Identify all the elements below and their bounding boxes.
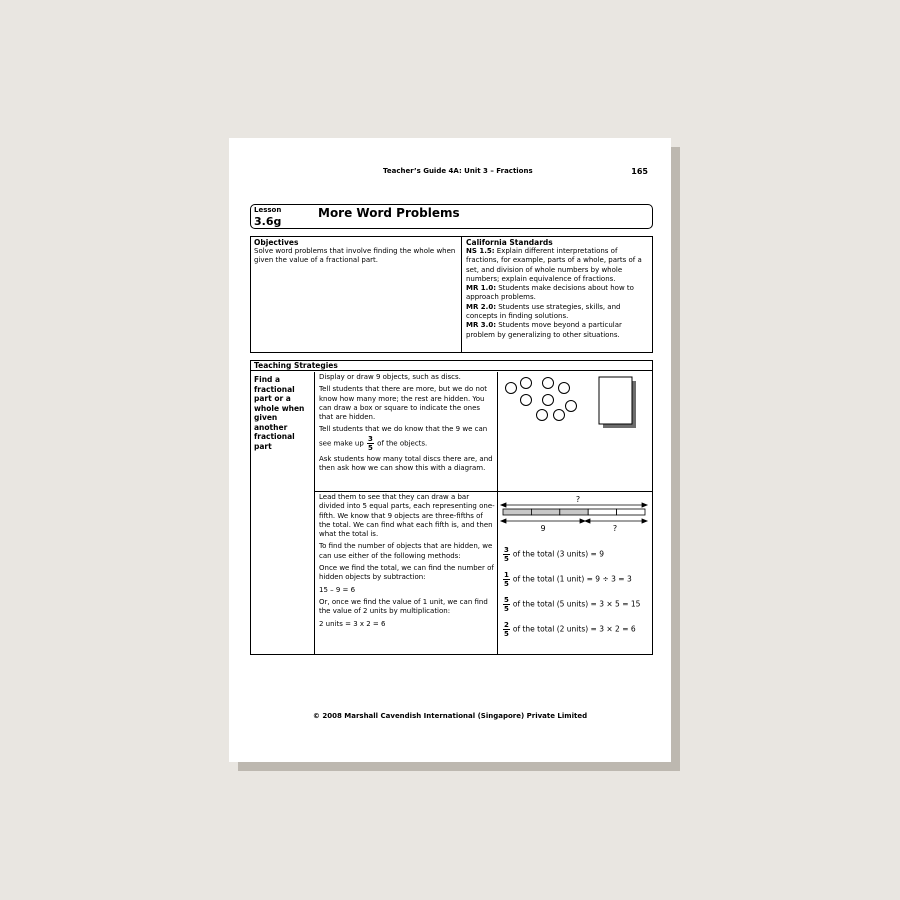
bar-total-label: ? xyxy=(575,495,581,504)
fraction: $\frac{3}{5}$ xyxy=(368,434,373,452)
bar-model xyxy=(499,493,651,535)
discs-illustration xyxy=(499,373,651,433)
teaching-strategies-heading: Teaching Strategies xyxy=(251,361,652,371)
objectives-heading: Objectives xyxy=(254,238,299,247)
standard-item: MR 3.0: Students move beyond a particular problem by generalizing to other situations. xyxy=(466,321,622,339)
row2-paragraph: Lead them to see that they can draw a bar divided into 5 equal parts, each representing one-fifth. We know that 9 objects are three-fifths of the total. We can find what each fifth is, and then what the total is. xyxy=(319,493,495,539)
bar-unknown-label: ? xyxy=(612,524,618,533)
row1-text xyxy=(319,373,494,476)
equation-line: $\frac{2}{5}$ of the total (2 units) = 3 × 2 = 6 xyxy=(504,621,636,638)
teaching-strategies-table xyxy=(250,360,653,655)
lesson-title-box xyxy=(250,204,653,229)
objectives-table xyxy=(250,236,653,353)
objectives-cell xyxy=(251,237,462,352)
row-divider xyxy=(315,491,652,492)
column-divider xyxy=(314,372,315,654)
lesson-title: More Word Problems xyxy=(318,206,460,220)
row2-paragraph: 2 units = 3 x 2 = 6 xyxy=(319,619,386,628)
objectives-text: Solve word problems that involve finding the whole when given the value of a fractional part. xyxy=(254,247,456,265)
document-page xyxy=(229,138,671,762)
lesson-label: Lesson xyxy=(254,206,282,214)
bar-known-label: 9 xyxy=(540,524,546,533)
row1-paragraph-fraction: Tell students that we do know that the 9 we can see make up $\frac{3}{5}$ of the objects. xyxy=(319,425,488,452)
bar-unit xyxy=(588,509,616,515)
copyright-footer: © 2008 Marshall Cavendish International (Singapore) Private Limited xyxy=(312,712,588,720)
equation-line: $\frac{5}{5}$ of the total (5 units) = 3 × 5 = 15 xyxy=(504,596,641,613)
row2-paragraph: To find the number of objects that are hidden, we can use either of the following methods: xyxy=(319,542,493,560)
bar-unit xyxy=(617,509,645,515)
strategy-label: Find a fractional part or a whole when given another fractional part xyxy=(254,375,305,451)
page-number: 165 xyxy=(631,167,648,176)
row1-paragraph: Display or draw 9 objects, such as discs. xyxy=(319,373,461,381)
bar-units xyxy=(503,509,645,515)
equation-line: $\frac{3}{5}$ of the total (3 units) = 9 xyxy=(504,546,604,563)
column-divider xyxy=(497,372,498,654)
bar-unit xyxy=(531,509,559,515)
row1-paragraph: Tell students that there are more, but we do not know how many more; the rest are hidden. You can draw a box or square to indicate the ones that are hidden. xyxy=(319,385,487,422)
bar-unit xyxy=(503,509,531,515)
row2-paragraph: Or, once we find the value of 1 unit, we can find the value of 2 units by multiplication: xyxy=(319,597,488,616)
standard-item: MR 1.0: Students make decisions about how to approach problems. xyxy=(466,284,634,302)
guide-title: Teacher’s Guide 4A: Unit 3 – Fractions xyxy=(383,167,533,175)
row2-paragraph: 15 – 9 = 6 xyxy=(319,585,356,594)
row1-paragraph: Ask students how many total discs there are, and then ask how we can show this with a diagram. xyxy=(319,454,493,473)
row2-paragraph: Once we find the total, we can find the number of hidden objects by subtraction: xyxy=(319,564,494,582)
standard-item: NS 1.5: Explain different interpretations of fractions, for example, parts of a whole, parts of a set, and division of whole numbers by whole numbers; explain equivalence of fractions. xyxy=(466,247,642,283)
equation-line: $\frac{1}{5}$ of the total (1 unit) = 9 ÷ 3 = 3 xyxy=(504,571,632,588)
standards-heading: California Standards xyxy=(466,238,553,247)
standard-item: MR 2.0: Students use strategies, skills, and concepts in finding solutions. xyxy=(466,302,621,321)
bar-unit xyxy=(560,509,588,515)
lesson-number: 3.6g xyxy=(254,215,282,228)
standards-cell xyxy=(463,237,652,352)
row2-text xyxy=(319,493,496,632)
